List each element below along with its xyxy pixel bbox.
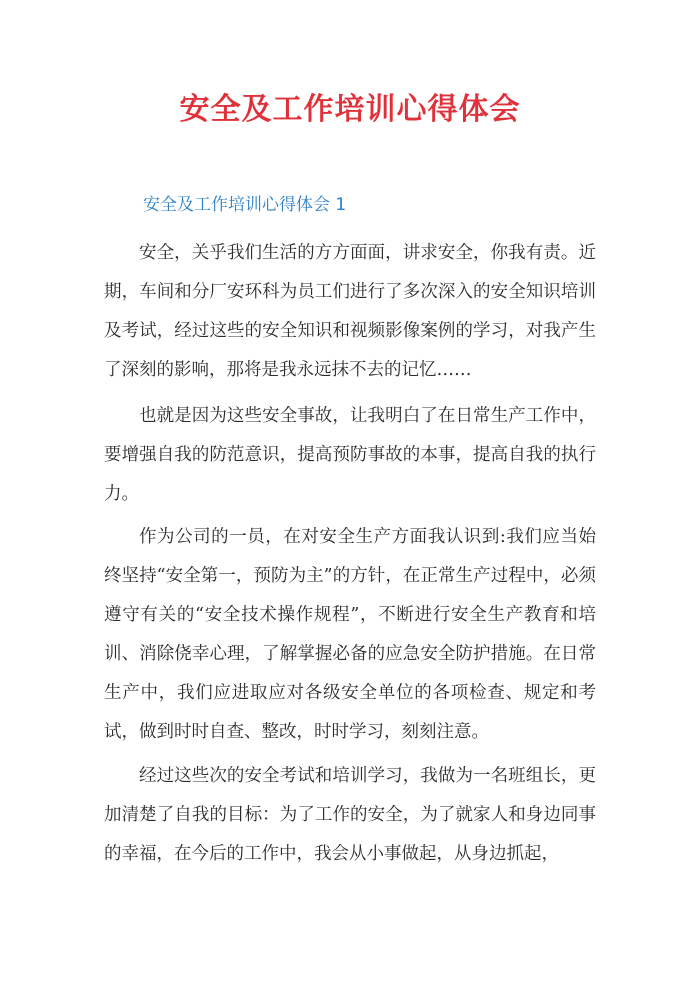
paragraph-3: 作为公司的一员，在对安全生产方面我认识到:我们应当始终坚持“安全第一，预防为主”的方针，在正常生产过程中，必须遵守有关的“安全技术操作规程”，不断进行安全生产教育和培训、消除侥幸心理，了解掌握必备的应急安全防护措施。在日常生产中，我们应进取应对各级安全单位的各项检查、规定和考试，做到时时自查、整改，时时学习，刻刻注意。: [104, 527, 596, 742]
paragraph-4: 经过这些次的安全考试和培训学习，我做为一名班组长，更加清楚了自我的目标：为了工作的安全，为了就家人和身边同事的幸福，在今后的工作中，我会从小事做起，从身边抓起，: [104, 766, 596, 864]
paragraph-1: 安全，关乎我们生活的方方面面，讲求安全，你我有责。近期，车间和分厂安环科为员工们进行了多次深入的安全知识培训及考试，经过这些的安全知识和视频影像案例的学习，对我产生了深刻的影响，那将是我永远抹不去的记忆……: [104, 243, 596, 380]
paragraph-2: 也就是因为这些安全事故，让我明白了在日常生产工作中，要增强自我的防范意识，提高预防事故的本事，提高自我的执行力。: [104, 406, 596, 504]
section-heading: 安全及工作培训心得体会 1: [143, 195, 347, 215]
document-title: 安全及工作培训心得体会: [179, 92, 521, 127]
